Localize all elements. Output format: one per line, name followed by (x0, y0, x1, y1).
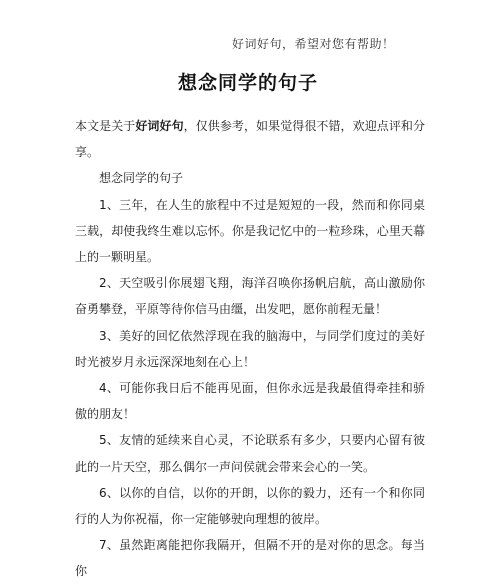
paragraph-1: 1、三年，在人生的旅程中不过是短短的一段，然而和你同桌三载，却使我终生难以忘怀。你是我记忆中的一粒珍珠，心里天幕上的一颗明星。 (75, 197, 425, 265)
intro-keyword: 好词好句 (135, 119, 184, 133)
intro-paragraph (75, 113, 425, 165)
paragraph-7: 7、虽然距离能把你我隔开，但隔不开的是对你的思念。每当你 (75, 538, 425, 579)
paragraph-3: 3、美好的回忆依然浮现在我的脑海中，与同学们度过的美好时光被岁月永远深深地刻在心上！ (75, 328, 425, 369)
paragraph-2: 2、天空吸引你展翅飞翔，海洋召唤你扬帆启航，高山激励你奋勇攀登，平原等待你信马由缰，出发吧，愿你前程无量！ (75, 276, 425, 317)
page-title: 想念同学的句子 (177, 72, 318, 94)
header-note: 好词好句，希望对您有帮助！ (232, 37, 395, 51)
paragraph-5: 5、友情的延续来自心灵，不论联系有多少，只要内心留有彼此的一片天空，那么偶尔一声问侯就会带来会心的一笑。 (75, 433, 425, 474)
intro-suffix: ，仅供参考，如果觉得很不错，欢迎点评和分享。 (75, 119, 425, 160)
paragraph-4: 4、可能你我日后不能再见面，但你永远是我最值得牵挂和骄傲的朋友！ (75, 381, 425, 422)
section-subtitle: 想念同学的句子 (99, 171, 184, 186)
paragraph-6: 6、以你的自信，以你的开朗，以你的毅力，还有一个和你同行的人为你祝福，你一定能够驶向理想的彼岸。 (75, 485, 425, 527)
article-body (75, 113, 425, 585)
intro-prefix: 本文是关于 (75, 119, 136, 133)
